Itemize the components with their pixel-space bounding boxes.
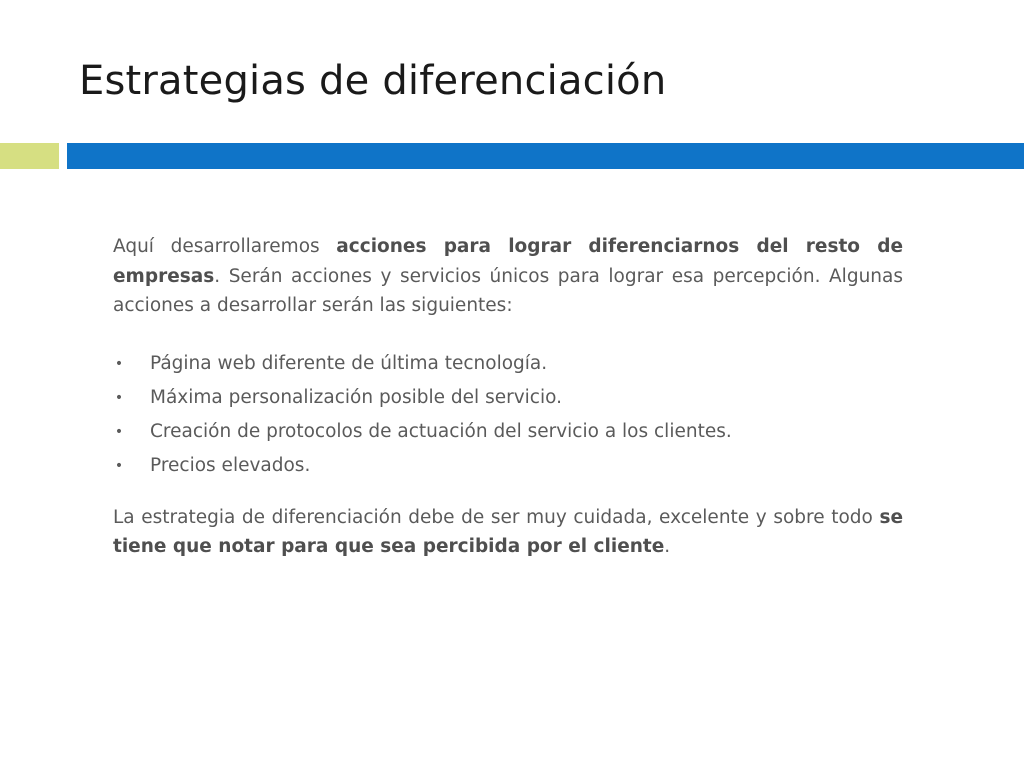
intro-text-emphasis: acciones para lograr diferenciarnos del resto de empresas: [113, 236, 904, 287]
bullet-text: Máxima personalización posible del servicio.: [150, 386, 562, 408]
bullet-text: Precios elevados.: [150, 454, 311, 476]
closing-text-end: .: [664, 536, 671, 557]
bullet-text: Página web diferente de última tecnología.: [150, 352, 548, 374]
slide-body: [113, 232, 903, 562]
bullet-item: [113, 415, 903, 449]
intro-text-start: Aquí desarrollaremos: [113, 236, 337, 257]
bullet-icon: •: [114, 457, 124, 474]
bullet-icon: •: [114, 355, 124, 372]
intro-text-end: . Serán acciones y servicios únicos para lograr esa percepción. Algunas acciones a desarrollar serán las siguientes:: [113, 265, 903, 316]
bullet-text: Creación de protocolos de actuación del servicio a los clientes.: [150, 420, 732, 442]
accent-bar-right: [67, 143, 1024, 169]
bullet-item: [113, 381, 903, 415]
closing-paragraph: [113, 503, 903, 562]
closing-text-emphasis: se tiene que notar para que sea percibida por el cliente: [113, 506, 903, 557]
bullet-icon: •: [114, 423, 124, 440]
intro-paragraph: [113, 232, 903, 321]
slide-title: Estrategias de diferenciación: [79, 58, 667, 104]
accent-bar-left: [0, 143, 59, 169]
closing-text-start: La estrategia de diferenciación debe de ser muy cuidada, excelente y sobre todo: [113, 506, 880, 528]
bullet-icon: •: [114, 389, 124, 406]
bullet-list: [113, 347, 903, 483]
bullet-item: [113, 347, 903, 381]
bullet-item: [113, 449, 903, 483]
